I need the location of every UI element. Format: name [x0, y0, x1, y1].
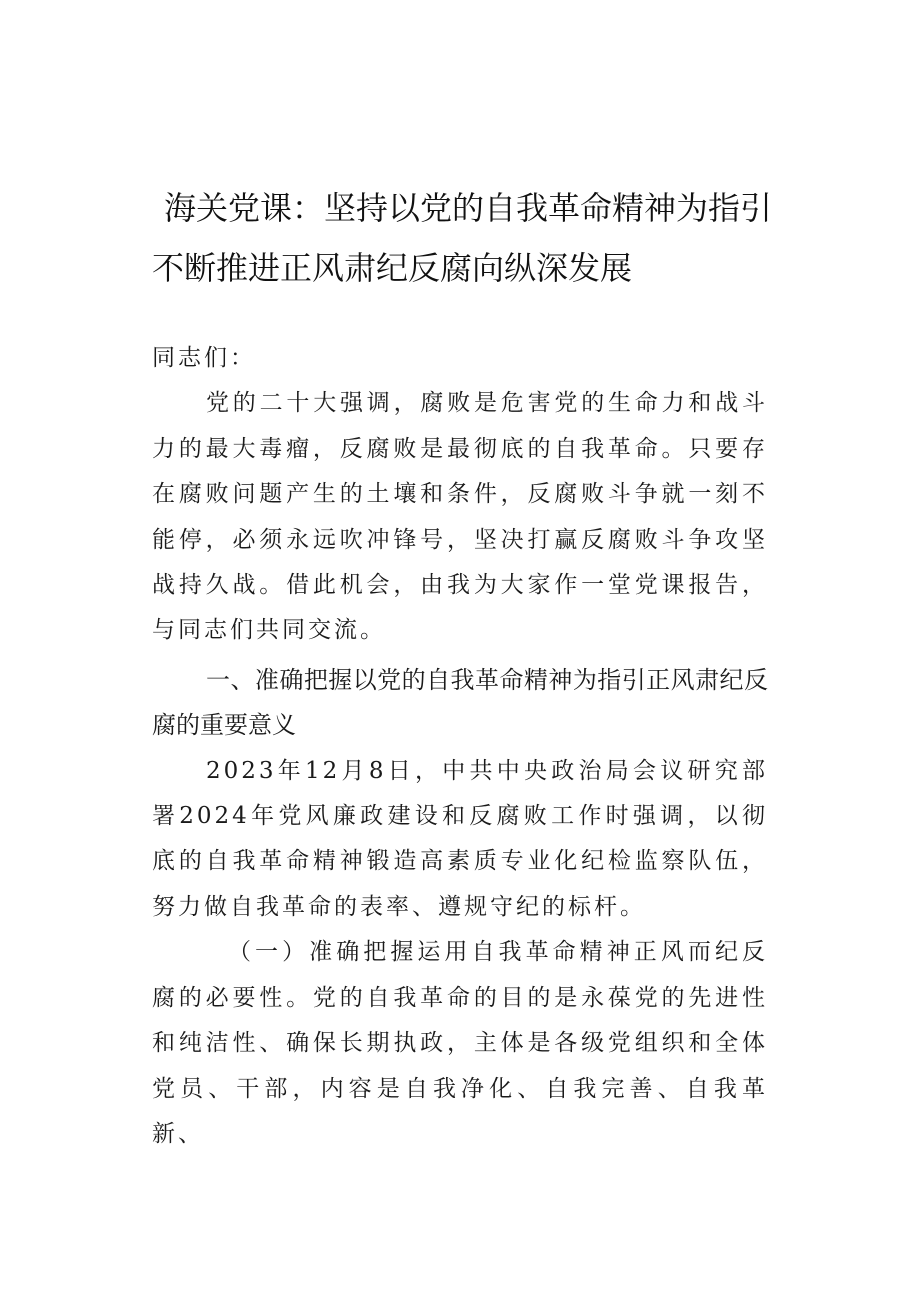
- title-line-1: 海关党课：坚持以党的自我革命精神为指引: [164, 189, 773, 227]
- document-body: [152, 336, 768, 1157]
- document-title: [150, 178, 790, 298]
- title-line-2: 不断推进正风肃纪反腐向纵深发展: [152, 249, 633, 287]
- paragraph-subsection-1: （一）准确把握运用自我革命精神正风而纪反腐的必要性。党的自我革命的目的是永葆党的先进性和纯洁性、确保长期执政，主体是各级党组织和全体党员、干部，内容是自我净化、自我完善、自我革新、: [152, 939, 768, 1147]
- section-heading-1: 一、准确把握以党的自我革命精神为指引正风肃纪反腐的重要意义: [152, 665, 768, 740]
- salutation: 同志们：: [152, 345, 256, 371]
- paragraph-date: 2023年12月8日，中共中央政治局会议研究部署2024年党风廉政建设和反腐败工作时强调，以彻底的自我革命精神锻造高素质专业化纪检监察队伍，努力做自我革命的表率、遵规守纪的标杆。: [152, 757, 768, 920]
- paragraph-intro: 党的二十大强调，腐败是危害党的生命力和战斗力的最大毒瘤，反腐败是最彻底的自我革命。只要存在腐败问题产生的土壤和条件，反腐败斗争就一刻不能停，必须永远吹冲锋号，坚决打赢反腐败斗争攻坚战持久战。借此机会，由我为大家作一堂党课报告，与同志们共同交流。: [152, 390, 768, 644]
